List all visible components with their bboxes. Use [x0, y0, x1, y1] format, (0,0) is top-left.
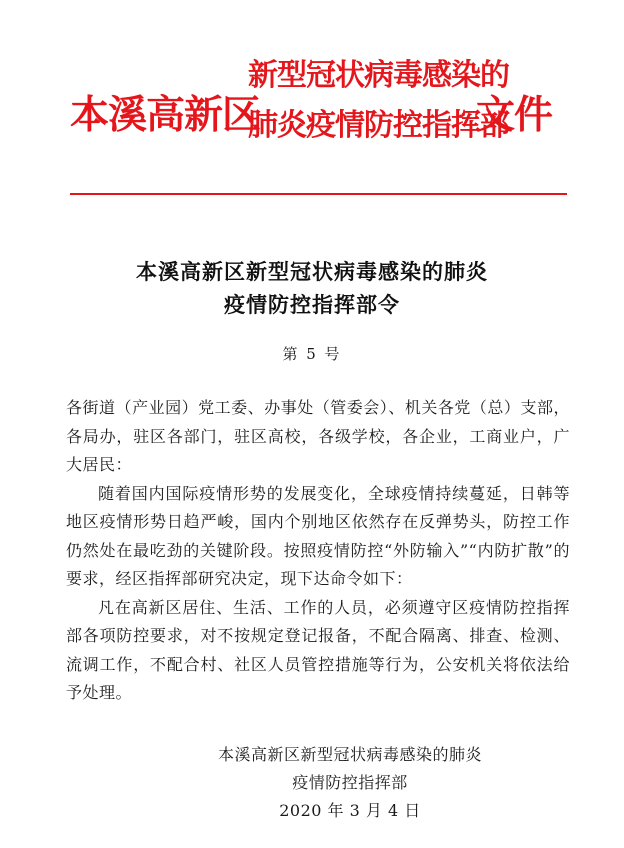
order-title-line2: 疫情防控指挥部令: [224, 293, 400, 317]
body-paragraph-1: 随着国内国际疫情形势的发展变化，全球疫情持续蔓延，日韩等地区疫情形势日趋严峻，国内个别地区依然存在反弹势头，防控工作仍然处在最吃劲的关键阶段。按照疫情防控“外防输入”“内防扩散”的要求，经区指挥部研究决定，现下达命令如下：: [66, 483, 570, 588]
red-divider-line: [70, 193, 567, 195]
document-red-header: [70, 46, 570, 156]
order-title-line1: 本溪高新区新型冠状病毒感染的肺炎: [136, 260, 488, 284]
salutation: 各街道（产业园）党工委、办事处（管委会）、机关各党（总）支部，各局办，驻区各部门，驻区高校，各级学校，各企业，工商业户，广大居民：: [66, 398, 570, 474]
signature-issuer-line2: 疫情防控指挥部: [292, 773, 408, 792]
header-issuer-name: 本溪高新区: [70, 93, 261, 138]
body-paragraph-2: 凡在高新区居住、生活、工作的人员，必须遵守区疫情防控指挥部各项防控要求，对不按规定登记报备，不配合隔离、排查、检测、流调工作，不配合村、社区人员管控措施等行为，公安机关将依法给予处理。: [66, 597, 570, 702]
order-number: 第 5 号: [282, 345, 342, 363]
signature-issuer-line1: 本溪高新区新型冠状病毒感染的肺炎: [217, 745, 482, 764]
document-body: [66, 394, 570, 708]
header-document-label: 文件: [476, 93, 553, 138]
signature-date: 2020 年 3 月 4 日: [279, 801, 421, 820]
header-issuer-line1: 新型冠状病毒感染的: [248, 58, 509, 93]
header-issuer-line2: 肺炎疫情防控指挥部: [248, 108, 509, 143]
